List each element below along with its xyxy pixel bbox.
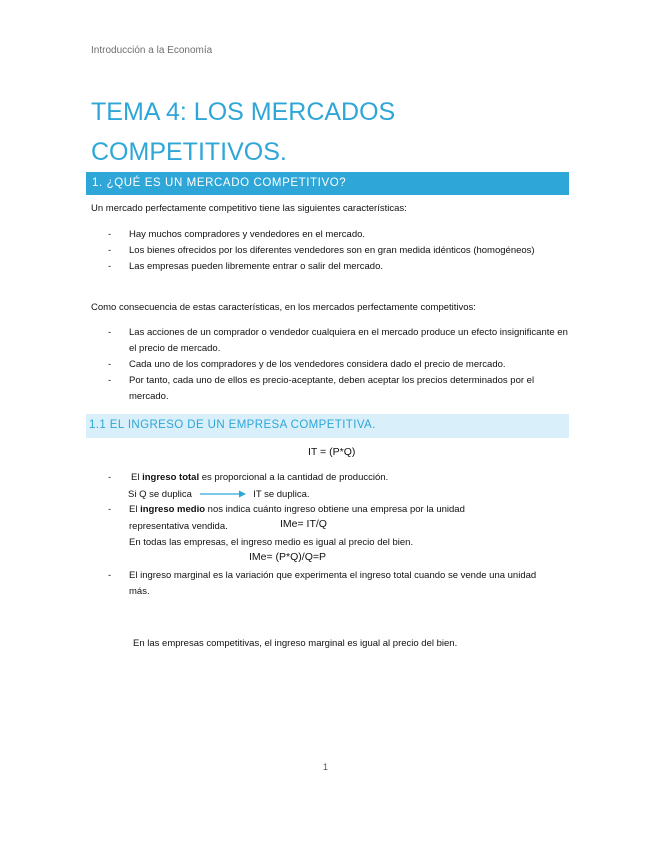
section-1-1-heading: 1.1 EL INGRESO DE UN EMPRESA COMPETITIVA.	[86, 414, 569, 438]
ingreso-medio-line: El ingreso medio nos indica cuánto ingreso obtiene una empresa por la unidad	[129, 504, 465, 515]
list-item: - Cada uno de los compradores y de los vendedores considera dado el precio de mercado.	[108, 357, 568, 373]
ingreso-medio-term: ingreso medio	[140, 504, 206, 515]
dash-bullet: -	[108, 504, 112, 515]
formula-ime: IMe= IT/Q	[280, 518, 327, 530]
closing-statement: En las empresas competitivas, el ingreso marginal es igual al precio del bien.	[133, 638, 458, 649]
right-arrow-icon	[199, 489, 247, 499]
ingreso-marginal-line: El ingreso marginal es la variación que experimenta el ingreso total cuando se vende una unidad más.	[129, 570, 537, 597]
page-header: Introducción a la Economía	[91, 45, 213, 56]
list-item: - Hay muchos compradores y vendedores en el mercado.	[108, 227, 568, 243]
section-1-consequence: Como consecuencia de estas características, en los mercados perfectamente competitivos:	[91, 302, 476, 313]
list-item: - Por tanto, cada uno de ellos es precio-aceptante, deben aceptar los precios determinados por el mercado.	[108, 375, 535, 402]
ingreso-medio-line-2: representativa vendida.	[129, 521, 228, 532]
duplica-line: Si Q se duplica IT se duplica.	[128, 489, 310, 500]
dash-bullet: -	[108, 327, 112, 338]
formula-it: IT = (P*Q)	[308, 446, 356, 458]
list-item: - Las acciones de un comprador o vendedor cualquiera en el mercado produce un efecto insignificante en el precio de mercado.	[108, 327, 568, 354]
page-number: 1	[323, 762, 329, 772]
title-line-1: TEMA 4: LOS MERCADOS	[91, 98, 396, 126]
consequences-list	[108, 325, 568, 405]
dash-bullet: -	[108, 472, 112, 483]
dash-bullet: -	[108, 570, 112, 581]
title-line-2: COMPETITIVOS.	[91, 138, 287, 166]
ingreso-total-term: ingreso total	[142, 472, 200, 483]
characteristics-list	[108, 227, 568, 275]
section-1-heading: 1. ¿QUÉ ES UN MERCADO COMPETITIVO?	[86, 172, 569, 195]
dash-bullet: -	[108, 375, 112, 386]
formula-ime-2: IMe= (P*Q)/Q=P	[249, 551, 327, 563]
ingreso-total-line: El ingreso total es proporcional a la cantidad de producción.	[131, 472, 389, 483]
dash-bullet: -	[108, 245, 112, 256]
dash-bullet: -	[108, 229, 112, 240]
ingreso-medio-note: En todas las empresas, el ingreso medio es igual al precio del bien.	[129, 537, 414, 548]
dash-bullet: -	[108, 261, 112, 272]
dash-bullet: -	[108, 359, 112, 370]
list-item: - Las empresas pueden libremente entrar o salir del mercado.	[108, 259, 568, 275]
page-title	[91, 92, 571, 172]
section-1-intro: Un mercado perfectamente competitivo tiene las siguientes características:	[91, 203, 407, 214]
list-item: - Los bienes ofrecidos por los diferentes vendedores son en gran medida idénticos (homogéneos)	[108, 243, 568, 259]
